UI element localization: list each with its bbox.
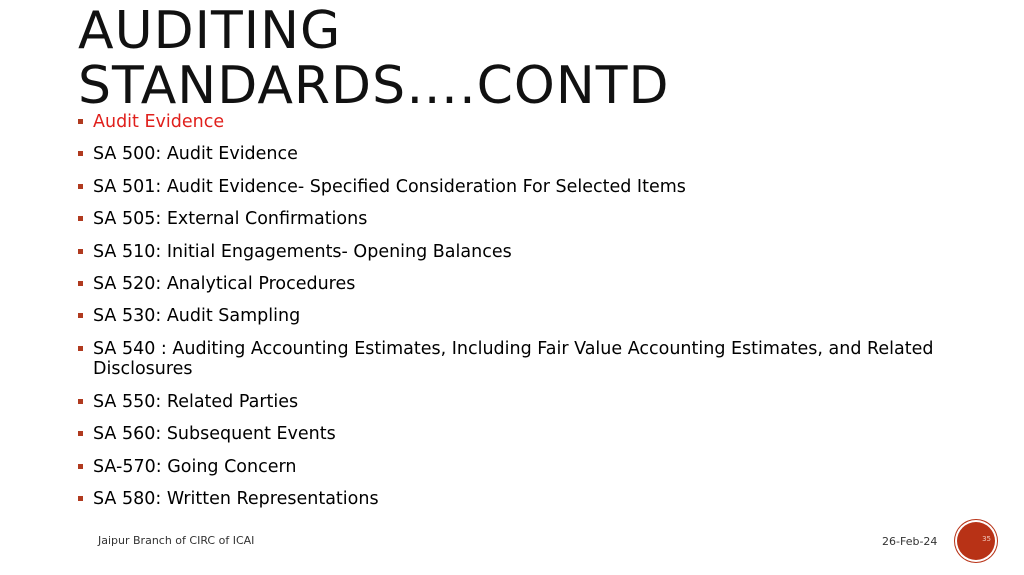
list-item-text: SA 550: Related Parties (93, 391, 299, 412)
list-item-text: SA 520: Analytical Procedures (93, 273, 356, 294)
square-bullet-icon (78, 216, 83, 221)
list-item (76, 274, 946, 294)
list-item-text: Audit Evidence (93, 112, 225, 132)
list-item (76, 424, 946, 444)
bullet-list (76, 112, 946, 521)
slide-title-line-1: AUDITING (78, 1, 342, 61)
page-number-badge (957, 522, 995, 560)
square-bullet-icon (78, 119, 83, 124)
square-bullet-icon (78, 496, 83, 501)
slide-title (78, 1, 778, 116)
footer-date: 26-Feb-24 (882, 535, 938, 548)
list-item (76, 339, 946, 379)
list-item-text: SA 530: Audit Sampling (93, 306, 301, 327)
square-bullet-icon (78, 399, 83, 404)
list-item (76, 392, 946, 412)
square-bullet-icon (78, 464, 83, 469)
list-item (76, 306, 946, 326)
footer-organization: Jaipur Branch of CIRC of ICAI (98, 534, 255, 547)
list-item-text: SA-570: Going Concern (93, 456, 297, 477)
list-item-text: SA 510: Initial Engagements- Opening Balances (93, 241, 512, 262)
list-item (76, 489, 946, 509)
square-bullet-icon (78, 346, 83, 351)
list-item-text: SA 501: Audit Evidence- Specified Consideration For Selected Items (93, 176, 686, 197)
list-item (76, 457, 946, 477)
square-bullet-icon (78, 281, 83, 286)
list-item-text: SA 505: External Confirmations (93, 209, 368, 230)
slide-title-line-2: STANDARDS….CONTD (78, 56, 670, 116)
page-number: 35 (982, 535, 991, 543)
list-item (76, 144, 946, 164)
list-item-heading (76, 112, 946, 132)
square-bullet-icon (78, 249, 83, 254)
square-bullet-icon (78, 431, 83, 436)
list-item (76, 242, 946, 262)
list-item (76, 177, 946, 197)
list-item-text: SA 580: Written Representations (93, 488, 379, 509)
list-item (76, 209, 946, 229)
list-item-text: SA 540 : Auditing Accounting Estimates, Including Fair Value Accounting Estimates, and Related Disclosures (93, 338, 934, 379)
square-bullet-icon (78, 184, 83, 189)
square-bullet-icon (78, 313, 83, 318)
square-bullet-icon (78, 151, 83, 156)
list-item-text: SA 560: Subsequent Events (93, 424, 336, 445)
list-item-text: SA 500: Audit Evidence (93, 144, 298, 165)
